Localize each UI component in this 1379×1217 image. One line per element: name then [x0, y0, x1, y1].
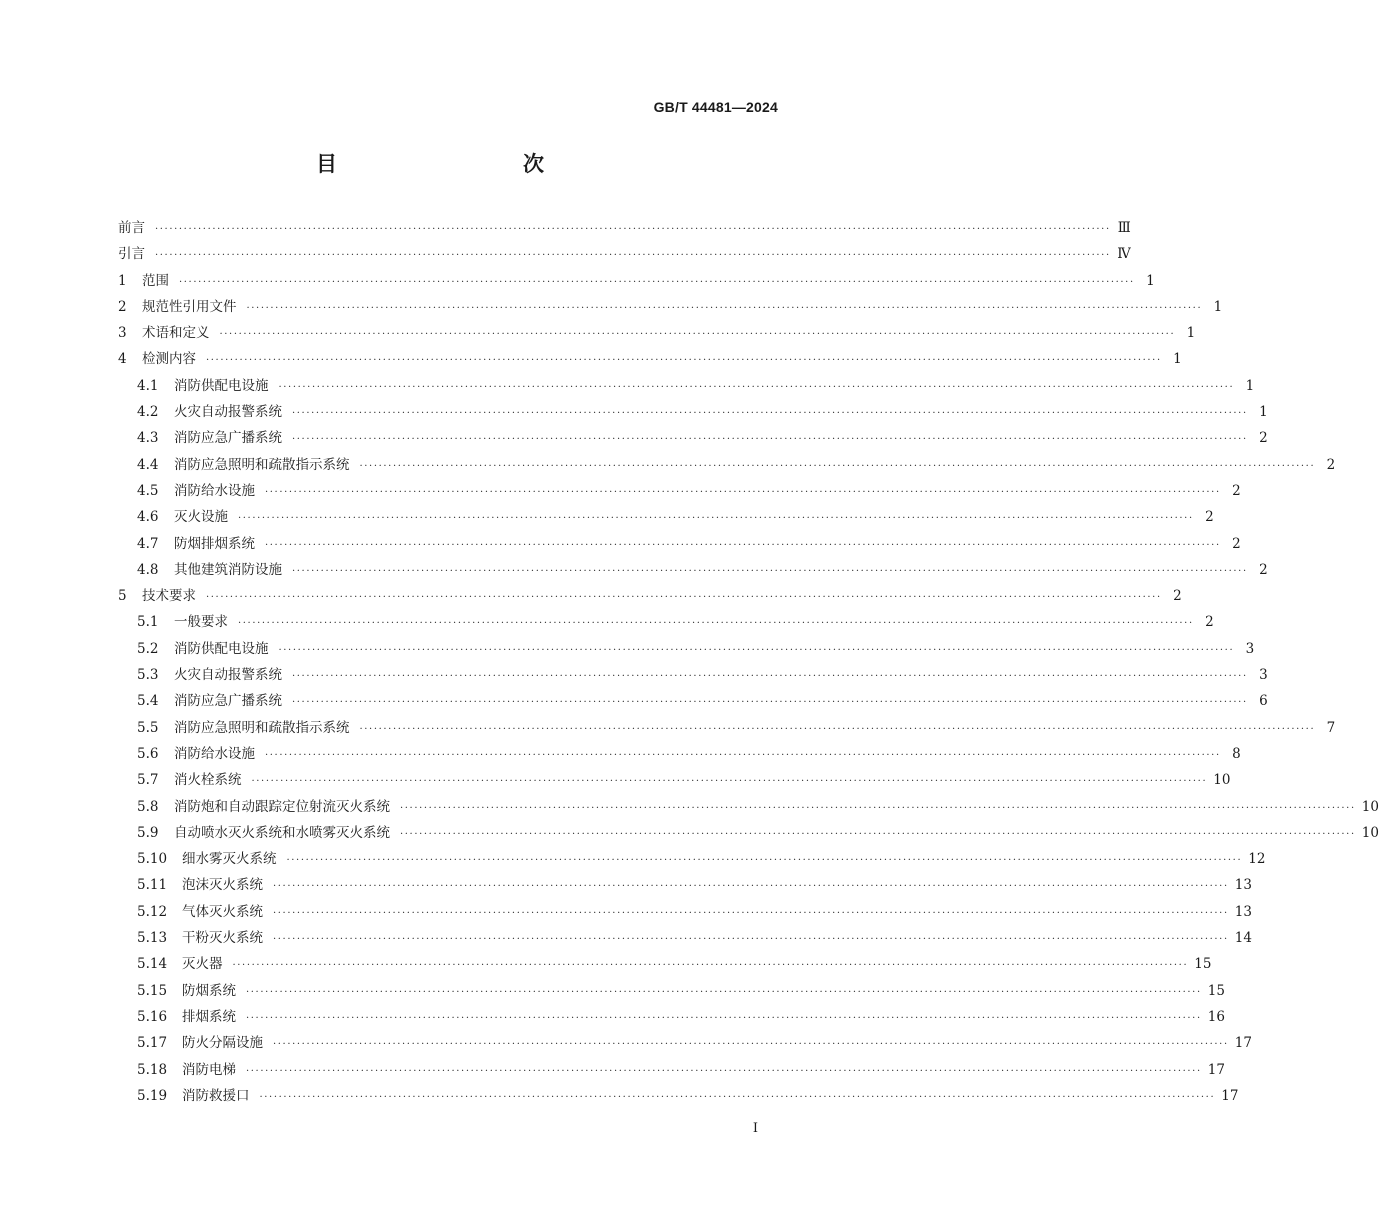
dot-leader: ········································································································································································································ [155, 224, 1111, 235]
toc-entry-number: 5.14 [137, 956, 168, 973]
toc-entry-page: 10 [1213, 772, 1231, 789]
toc-entry[interactable] [118, 216, 1131, 242]
toc-entry-page: 17 [1221, 1087, 1239, 1104]
toc-entry-number: 4 [118, 351, 127, 368]
toc-entry[interactable] [118, 505, 1214, 531]
toc-entry[interactable] [118, 426, 1268, 452]
toc-entry-label: 其他建筑消防设施 [174, 561, 282, 578]
toc-entry-page: 14 [1234, 930, 1252, 947]
toc-entry-number: 5.15 [137, 982, 168, 999]
toc-entry-page: 13 [1234, 903, 1252, 920]
toc-entry-page: 1 [1259, 404, 1268, 421]
dot-leader: ········································································································································································································ [400, 828, 1356, 840]
toc-entry-page: 6 [1259, 693, 1268, 710]
toc-entry-page: 2 [1205, 509, 1214, 526]
toc-entry-label: 泡沫灭火系统 [182, 877, 263, 894]
toc-entry[interactable] [118, 689, 1268, 715]
toc-entry-number: 5.8 [137, 798, 159, 815]
toc-entry-number: 3 [118, 325, 127, 342]
toc-entry-number: 4.5 [137, 482, 159, 499]
toc-entry-label: 气体灭火系统 [182, 903, 263, 920]
dot-leader: ········································································································································································································ [278, 644, 1235, 656]
toc-entry-page: 13 [1234, 877, 1252, 894]
toc-entry-number: 5.9 [137, 824, 159, 841]
toc-entry[interactable] [118, 453, 1336, 479]
dot-leader: ········································································································································································································ [273, 1039, 1229, 1051]
dot-leader: ········································································································································································································ [238, 618, 1194, 630]
toc-entry[interactable] [118, 768, 1231, 794]
toc-entry-page: 2 [1232, 535, 1241, 552]
toc-entry[interactable] [118, 716, 1336, 742]
dot-leader: ········································································································································································································ [206, 355, 1162, 367]
dot-leader: ········································································································································································································ [251, 776, 1208, 788]
dot-leader: ········································································································································································································ [246, 1065, 1202, 1077]
toc-entry[interactable] [118, 663, 1268, 689]
dot-leader: ········································································································································································································ [273, 934, 1229, 946]
toc-entry-page: Ⅳ [1117, 246, 1131, 263]
dot-leader: ········································································································································································································ [278, 381, 1235, 393]
toc-entry-label: 消防供配电设施 [174, 377, 269, 394]
toc-entry[interactable] [118, 926, 1252, 952]
toc-entry-page: 2 [1326, 456, 1336, 473]
dot-leader: ········································································································································································································ [292, 697, 1248, 709]
toc-entry[interactable] [118, 400, 1268, 426]
toc-entry-label: 灭火器 [182, 956, 223, 973]
toc-entry-label: 细水雾灭火系统 [182, 851, 277, 868]
dot-leader: ········································································································································································································ [265, 539, 1221, 551]
toc-entry[interactable] [118, 847, 1266, 873]
toc-entry-label: 灭火设施 [174, 509, 228, 526]
toc-entry-number: 5.6 [137, 745, 159, 762]
toc-entry-label: 术语和定义 [142, 325, 210, 342]
toc-entry[interactable] [118, 242, 1131, 268]
toc-entry-number: 5.7 [137, 772, 159, 789]
toc-entry[interactable] [118, 900, 1252, 926]
toc-entry[interactable] [118, 610, 1214, 636]
page-number: I [752, 1121, 758, 1136]
toc-entry-number: 4.7 [137, 535, 159, 552]
toc-entry[interactable] [118, 532, 1241, 558]
toc-entry[interactable] [118, 374, 1255, 400]
dot-leader: ········································································································································································································ [292, 565, 1248, 577]
dot-leader: ········································································································································································································ [246, 302, 1203, 314]
dot-leader: ········································································································································································································ [259, 1091, 1216, 1103]
dot-leader: ········································································································································································································ [359, 723, 1316, 735]
toc-entry-label: 自动喷水灭火系统和水喷雾灭火系统 [174, 824, 390, 841]
dot-leader: ········································································································································································································ [206, 592, 1162, 604]
toc-entry-page: 10 [1361, 824, 1379, 841]
dot-leader: ········································································································································································································ [179, 276, 1135, 288]
toc-entry-number: 1 [118, 272, 127, 289]
toc-entry-number: 5.3 [137, 667, 159, 684]
toc-entry-label: 防烟系统 [182, 982, 236, 999]
toc-entry-page: 2 [1259, 561, 1268, 578]
toc-entry-number: 4.8 [137, 561, 159, 578]
toc-entry-number: 5.1 [137, 614, 159, 631]
toc-entry[interactable] [118, 584, 1182, 610]
dot-leader: ········································································································································································································ [246, 986, 1202, 998]
toc-entry[interactable] [118, 1031, 1252, 1057]
toc-entry-number: 5.13 [137, 930, 168, 947]
toc-entry-number: 5.2 [137, 640, 159, 657]
toc-entry-number: 5.12 [137, 903, 168, 920]
toc-title: 目 次 [316, 152, 592, 176]
toc-entry-page: 15 [1194, 956, 1212, 973]
dot-leader: ········································································································································································································ [246, 1012, 1202, 1024]
standard-code: GB/T 44481—2024 [653, 99, 778, 115]
toc-entry-number: 4.2 [137, 404, 159, 421]
toc-entry-label: 消防给水设施 [174, 482, 255, 499]
toc-entry[interactable] [118, 821, 1379, 847]
toc-entry-page: 15 [1207, 982, 1225, 999]
toc-entry-label: 消防应急广播系统 [174, 693, 282, 710]
toc-entry[interactable] [118, 347, 1182, 373]
dot-leader: ········································································································································································································ [292, 434, 1248, 446]
toc-entry-label: 消防应急照明和疏散指示系统 [174, 719, 350, 736]
dot-leader: ········································································································································································································ [359, 460, 1316, 472]
toc-entry-label: 消防应急照明和疏散指示系统 [174, 456, 350, 473]
toc-entry[interactable] [118, 952, 1212, 978]
toc-entry-page: 2 [1173, 588, 1182, 605]
toc-entry-label: 干粉灭火系统 [182, 930, 263, 947]
toc-entry-page: 1 [1146, 272, 1155, 289]
toc-entry[interactable] [118, 795, 1379, 821]
toc-entry-page: 16 [1207, 1008, 1225, 1025]
toc-entry-label: 排烟系统 [182, 1008, 236, 1025]
dot-leader: ········································································································································································································ [286, 855, 1243, 867]
toc-entry[interactable] [118, 295, 1223, 321]
toc-entry-label: 防火分隔设施 [182, 1035, 263, 1052]
toc-entry[interactable] [118, 321, 1196, 347]
toc-entry-number: 5.10 [137, 851, 168, 868]
toc-entry-number: 5.16 [137, 1008, 168, 1025]
toc-entry[interactable] [118, 1084, 1239, 1110]
dot-leader: ········································································································································································································ [232, 960, 1189, 972]
toc-entry-page: 2 [1232, 482, 1241, 499]
toc-entry-page: 8 [1232, 745, 1241, 762]
toc-entry-label: 消防应急广播系统 [174, 430, 282, 447]
toc-entry[interactable] [118, 873, 1252, 899]
toc-entry[interactable] [118, 979, 1225, 1005]
table-of-contents [118, 216, 1379, 1110]
toc-entry-label: 规范性引用文件 [142, 298, 237, 315]
toc-entry-number: 5 [118, 588, 127, 605]
toc-entry-label: 技术要求 [142, 588, 196, 605]
toc-entry-page: 17 [1207, 1061, 1225, 1078]
dot-leader: ········································································································································································································ [155, 250, 1111, 262]
toc-entry-page: 2 [1205, 614, 1214, 631]
toc-entry-page: 1 [1173, 351, 1182, 368]
toc-entry[interactable] [118, 1058, 1225, 1084]
toc-entry-number: 5.19 [137, 1087, 168, 1104]
toc-entry-label: 火灾自动报警系统 [174, 667, 282, 684]
toc-entry-page: 2 [1259, 430, 1268, 447]
toc-entry-number: 5.18 [137, 1061, 168, 1078]
toc-entry-label: 前言 [118, 220, 145, 236]
toc-entry-label: 火灾自动报警系统 [174, 404, 282, 421]
toc-entry-page: 17 [1234, 1035, 1252, 1052]
toc-entry-label: 消防电梯 [182, 1061, 236, 1078]
toc-entry-page: 3 [1259, 667, 1268, 684]
dot-leader: ········································································································································································································ [273, 907, 1229, 919]
dot-leader: ········································································································································································································ [400, 802, 1356, 814]
toc-entry-label: 消防救援口 [182, 1087, 250, 1104]
toc-entry-label: 消防炮和自动跟踪定位射流灭火系统 [174, 798, 390, 815]
toc-entry[interactable] [118, 479, 1241, 505]
dot-leader: ········································································································································································································ [265, 749, 1221, 761]
dot-leader: ········································································································································································································ [292, 671, 1248, 683]
toc-entry-label: 消防给水设施 [174, 745, 255, 762]
toc-entry-page: 1 [1213, 298, 1223, 315]
toc-entry-label: 检测内容 [142, 351, 196, 368]
toc-entry-number: 5.4 [137, 693, 159, 710]
toc-entry-label: 防烟排烟系统 [174, 535, 255, 552]
toc-entry-label: 范围 [142, 272, 169, 289]
toc-entry[interactable] [118, 742, 1241, 768]
toc-entry[interactable] [118, 269, 1155, 295]
toc-entry-page: Ⅲ [1117, 220, 1131, 236]
toc-entry-number: 4.4 [137, 456, 159, 473]
dot-leader: ········································································································································································································ [273, 881, 1229, 893]
toc-entry-number: 5.17 [137, 1035, 168, 1052]
toc-entry[interactable] [118, 637, 1255, 663]
dot-leader: ········································································································································································································ [238, 513, 1194, 525]
dot-leader: ········································································································································································································ [265, 486, 1221, 498]
dot-leader: ········································································································································································································ [219, 329, 1176, 341]
toc-entry-page: 7 [1326, 719, 1336, 736]
toc-entry-number: 4.6 [137, 509, 159, 526]
dot-leader: ········································································································································································································ [292, 408, 1248, 420]
toc-entry-page: 1 [1245, 377, 1255, 394]
toc-entry-number: 2 [118, 298, 127, 315]
toc-entry-number: 4.3 [137, 430, 159, 447]
toc-entry-page: 12 [1248, 851, 1266, 868]
toc-entry-number: 5.11 [137, 877, 168, 894]
toc-entry-label: 一般要求 [174, 614, 228, 631]
toc-entry-page: 1 [1186, 325, 1196, 342]
toc-entry-number: 4.1 [137, 377, 159, 394]
toc-entry-label: 消火栓系统 [174, 772, 242, 789]
toc-entry-label: 引言 [118, 246, 145, 263]
toc-entry[interactable] [118, 558, 1268, 584]
toc-entry[interactable] [118, 1005, 1225, 1031]
toc-entry-page: 3 [1245, 640, 1255, 657]
toc-entry-label: 消防供配电设施 [174, 640, 269, 657]
toc-entry-number: 5.5 [137, 719, 159, 736]
toc-entry-page: 10 [1361, 798, 1379, 815]
